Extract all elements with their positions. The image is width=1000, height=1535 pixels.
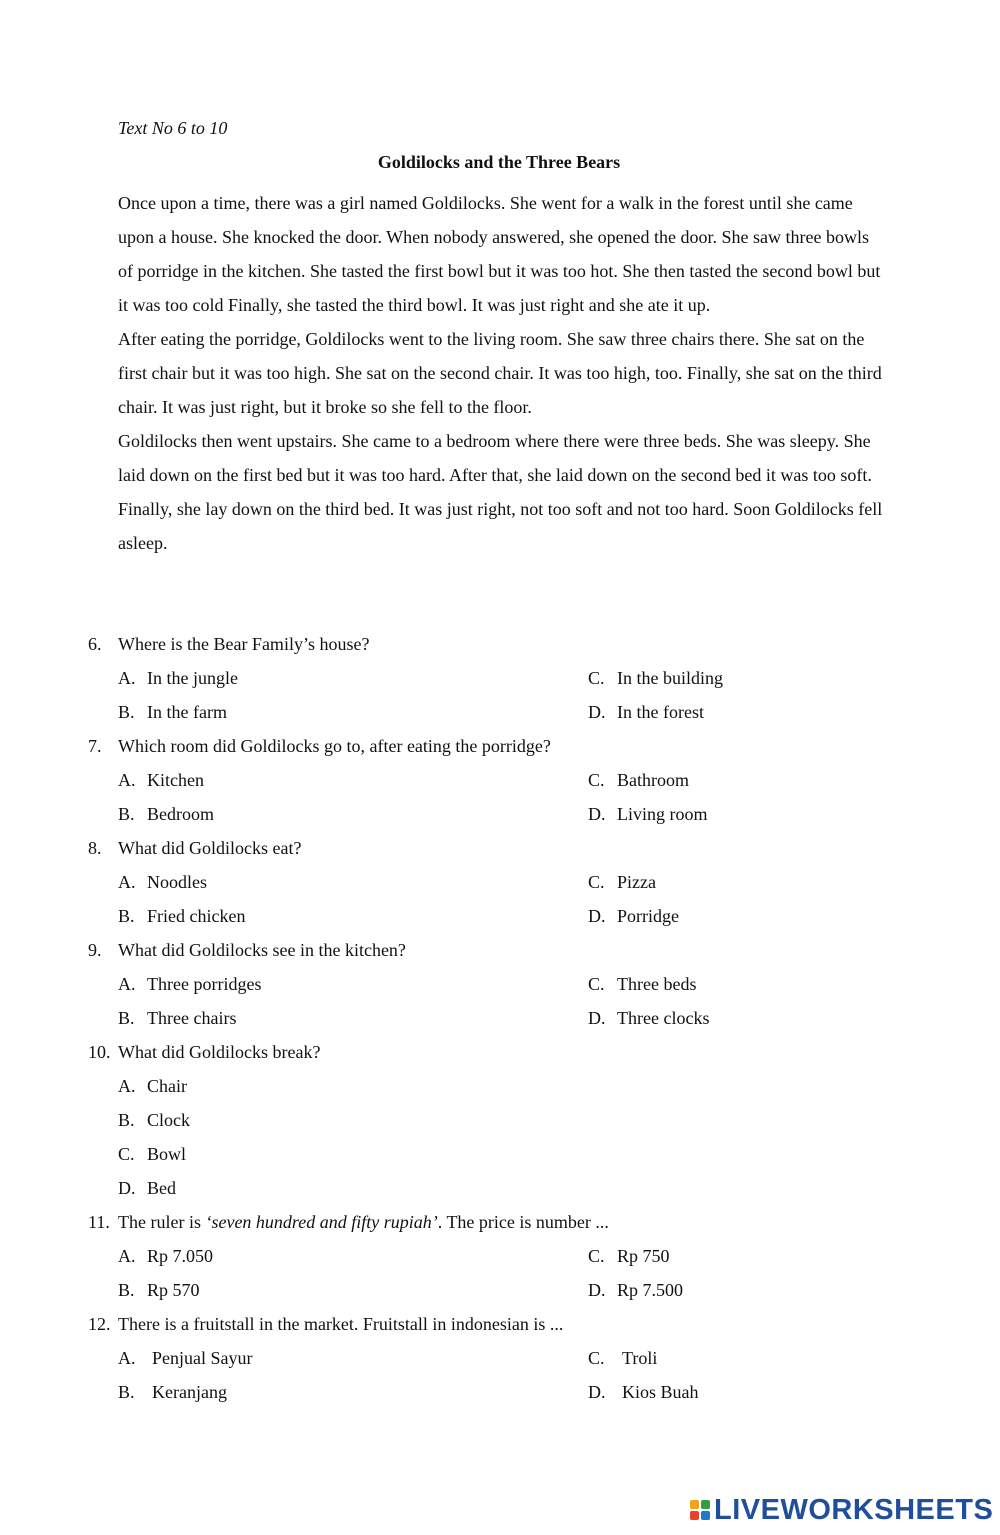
option-letter: A. bbox=[118, 1348, 136, 1368]
option-text: In the forest bbox=[617, 702, 704, 722]
logo-square bbox=[690, 1500, 699, 1509]
logo-squares-icon bbox=[690, 1500, 710, 1520]
option-text: Penjual Sayur bbox=[152, 1348, 253, 1368]
option-a[interactable] bbox=[118, 1069, 588, 1103]
option-text: Porridge bbox=[617, 906, 679, 926]
question-list bbox=[88, 627, 908, 1409]
option-text: Three chairs bbox=[147, 1008, 237, 1028]
option-letter: D. bbox=[118, 1178, 136, 1198]
logo-square bbox=[701, 1511, 710, 1520]
question-10 bbox=[88, 1035, 908, 1205]
question-number: 10. bbox=[88, 1042, 111, 1062]
question-number: 8. bbox=[88, 838, 102, 858]
logo-square bbox=[690, 1511, 699, 1520]
option-text: Three clocks bbox=[617, 1008, 710, 1028]
option-letter: A. bbox=[118, 668, 136, 688]
option-text: Kitchen bbox=[147, 770, 204, 790]
question-text-end: . The price is number ... bbox=[437, 1212, 609, 1232]
question-number: 12. bbox=[88, 1314, 111, 1334]
option-b[interactable] bbox=[118, 1001, 588, 1035]
option-text: Three beds bbox=[617, 974, 697, 994]
option-letter: D. bbox=[588, 1008, 606, 1028]
option-text: Keranjang bbox=[152, 1382, 227, 1402]
logo-text: LIVEWORKSHEETS bbox=[714, 1493, 994, 1526]
question-12 bbox=[88, 1307, 908, 1409]
option-text: Troli bbox=[622, 1348, 658, 1368]
option-text: Chair bbox=[147, 1076, 187, 1096]
option-text: Rp 570 bbox=[147, 1280, 200, 1300]
option-b[interactable] bbox=[118, 797, 588, 831]
option-letter: A. bbox=[118, 1246, 136, 1266]
story-paragraph: Goldilocks then went upstairs. She came to a bedroom where there were three beds. She was sleepy. She laid down on the first bed but it was too hard. After that, she laid down on the second bed it was too soft. Finally, she lay down on the third bed. It was just right, not too soft and not too hard. Soon Goldilocks fell asleep. bbox=[118, 431, 883, 553]
question-6 bbox=[88, 627, 908, 729]
option-text: Rp 7.500 bbox=[617, 1280, 684, 1300]
story-paragraph: Once upon a time, there was a girl named Goldilocks. She went for a walk in the forest until she came upon a house. She knocked the door. When nobody answered, she opened the door. She saw three bowls of porridge in the kitchen. She tasted the first bowl but it was too hot. She then tasted the second bowl but it was too cold Finally, she tasted the third bowl. It was just right and she ate it up. bbox=[118, 193, 881, 315]
question-number: 11. bbox=[88, 1212, 110, 1232]
option-c[interactable] bbox=[588, 1341, 908, 1375]
question-number: 6. bbox=[88, 634, 102, 654]
option-d[interactable] bbox=[118, 1171, 588, 1205]
option-text: Bowl bbox=[147, 1144, 187, 1164]
option-text: In the building bbox=[617, 668, 723, 688]
option-letter: B. bbox=[118, 702, 135, 722]
option-letter: B. bbox=[118, 1110, 135, 1130]
option-d[interactable] bbox=[588, 695, 908, 729]
option-c[interactable] bbox=[588, 763, 908, 797]
option-b[interactable] bbox=[118, 899, 588, 933]
question-text: Which room did Goldilocks go to, after eating the porridge? bbox=[118, 736, 551, 756]
option-letter: A. bbox=[118, 872, 136, 892]
option-letter: B. bbox=[118, 1008, 135, 1028]
option-d[interactable] bbox=[588, 797, 908, 831]
option-c[interactable] bbox=[588, 661, 908, 695]
option-letter: D. bbox=[588, 906, 606, 926]
option-text: In the farm bbox=[147, 702, 227, 722]
option-text: Clock bbox=[147, 1110, 190, 1130]
option-text: Rp 7.050 bbox=[147, 1246, 214, 1266]
question-8 bbox=[88, 831, 908, 933]
option-text: Three porridges bbox=[147, 974, 262, 994]
option-letter: A. bbox=[118, 974, 136, 994]
option-letter: D. bbox=[588, 804, 606, 824]
option-c[interactable] bbox=[588, 967, 908, 1001]
option-a[interactable] bbox=[118, 763, 588, 797]
option-c[interactable] bbox=[118, 1137, 588, 1171]
question-9 bbox=[88, 933, 908, 1035]
question-text bbox=[118, 1205, 609, 1239]
option-text: Rp 750 bbox=[617, 1246, 670, 1266]
option-d[interactable] bbox=[588, 1375, 908, 1409]
liveworksheets-logo[interactable] bbox=[690, 1494, 993, 1526]
question-text-start: The ruler is bbox=[118, 1212, 206, 1232]
option-letter: B. bbox=[118, 906, 135, 926]
question-text: There is a fruitstall in the market. Fruitstall in indonesian is ... bbox=[118, 1314, 564, 1334]
option-letter: A. bbox=[118, 770, 136, 790]
question-number: 7. bbox=[88, 736, 102, 756]
question-number: 9. bbox=[88, 940, 102, 960]
option-letter: C. bbox=[588, 1246, 605, 1266]
option-text: Fried chicken bbox=[147, 906, 246, 926]
option-letter: C. bbox=[588, 668, 605, 688]
option-letter: C. bbox=[118, 1144, 135, 1164]
option-b[interactable] bbox=[118, 1375, 588, 1409]
option-letter: B. bbox=[118, 804, 135, 824]
option-a[interactable] bbox=[118, 1341, 588, 1375]
option-text: Pizza bbox=[617, 872, 656, 892]
option-text: In the jungle bbox=[147, 668, 238, 688]
option-text: Noodles bbox=[147, 872, 207, 892]
option-letter: D. bbox=[588, 1382, 606, 1402]
option-letter: C. bbox=[588, 770, 605, 790]
question-text-quote: ‘seven hundred and fifty rupiah’ bbox=[205, 1212, 438, 1232]
option-text: Bathroom bbox=[617, 770, 689, 790]
option-text: Bed bbox=[147, 1178, 176, 1198]
option-b[interactable] bbox=[118, 1273, 588, 1307]
story-text bbox=[118, 186, 888, 560]
logo-square bbox=[701, 1500, 710, 1509]
option-letter: C. bbox=[588, 1348, 605, 1368]
option-b[interactable] bbox=[118, 695, 588, 729]
option-d[interactable] bbox=[588, 899, 908, 933]
option-a[interactable] bbox=[118, 865, 588, 899]
option-text: Bedroom bbox=[147, 804, 214, 824]
question-text: Where is the Bear Family’s house? bbox=[118, 634, 370, 654]
option-text: Living room bbox=[617, 804, 708, 824]
question-11 bbox=[88, 1205, 908, 1307]
option-d[interactable] bbox=[588, 1273, 908, 1307]
option-a[interactable] bbox=[118, 661, 588, 695]
story-title: Goldilocks and the Three Bears bbox=[377, 152, 621, 172]
option-c[interactable] bbox=[588, 1239, 908, 1273]
option-letter: A. bbox=[118, 1076, 136, 1096]
option-b[interactable] bbox=[118, 1103, 588, 1137]
question-7 bbox=[88, 729, 908, 831]
question-text: What did Goldilocks eat? bbox=[118, 838, 302, 858]
option-letter: C. bbox=[588, 974, 605, 994]
option-letter: B. bbox=[118, 1382, 135, 1402]
option-d[interactable] bbox=[588, 1001, 908, 1035]
option-letter: B. bbox=[118, 1280, 135, 1300]
option-letter: D. bbox=[588, 702, 606, 722]
question-text: What did Goldilocks break? bbox=[118, 1042, 321, 1062]
option-letter: D. bbox=[588, 1280, 606, 1300]
option-c[interactable] bbox=[588, 865, 908, 899]
option-a[interactable] bbox=[118, 1239, 588, 1273]
option-text: Kios Buah bbox=[622, 1382, 699, 1402]
option-a[interactable] bbox=[118, 967, 588, 1001]
option-letter: C. bbox=[588, 872, 605, 892]
question-text: What did Goldilocks see in the kitchen? bbox=[118, 940, 406, 960]
text-range-label: Text No 6 to 10 bbox=[118, 118, 228, 138]
story-paragraph: After eating the porridge, Goldilocks went to the living room. She saw three chairs there. She sat on the first chair but it was too high. She sat on the second chair. It was too high, too. Finally, she sat on the third chair. It was just right, but it broke so she fell to the floor. bbox=[118, 329, 882, 417]
